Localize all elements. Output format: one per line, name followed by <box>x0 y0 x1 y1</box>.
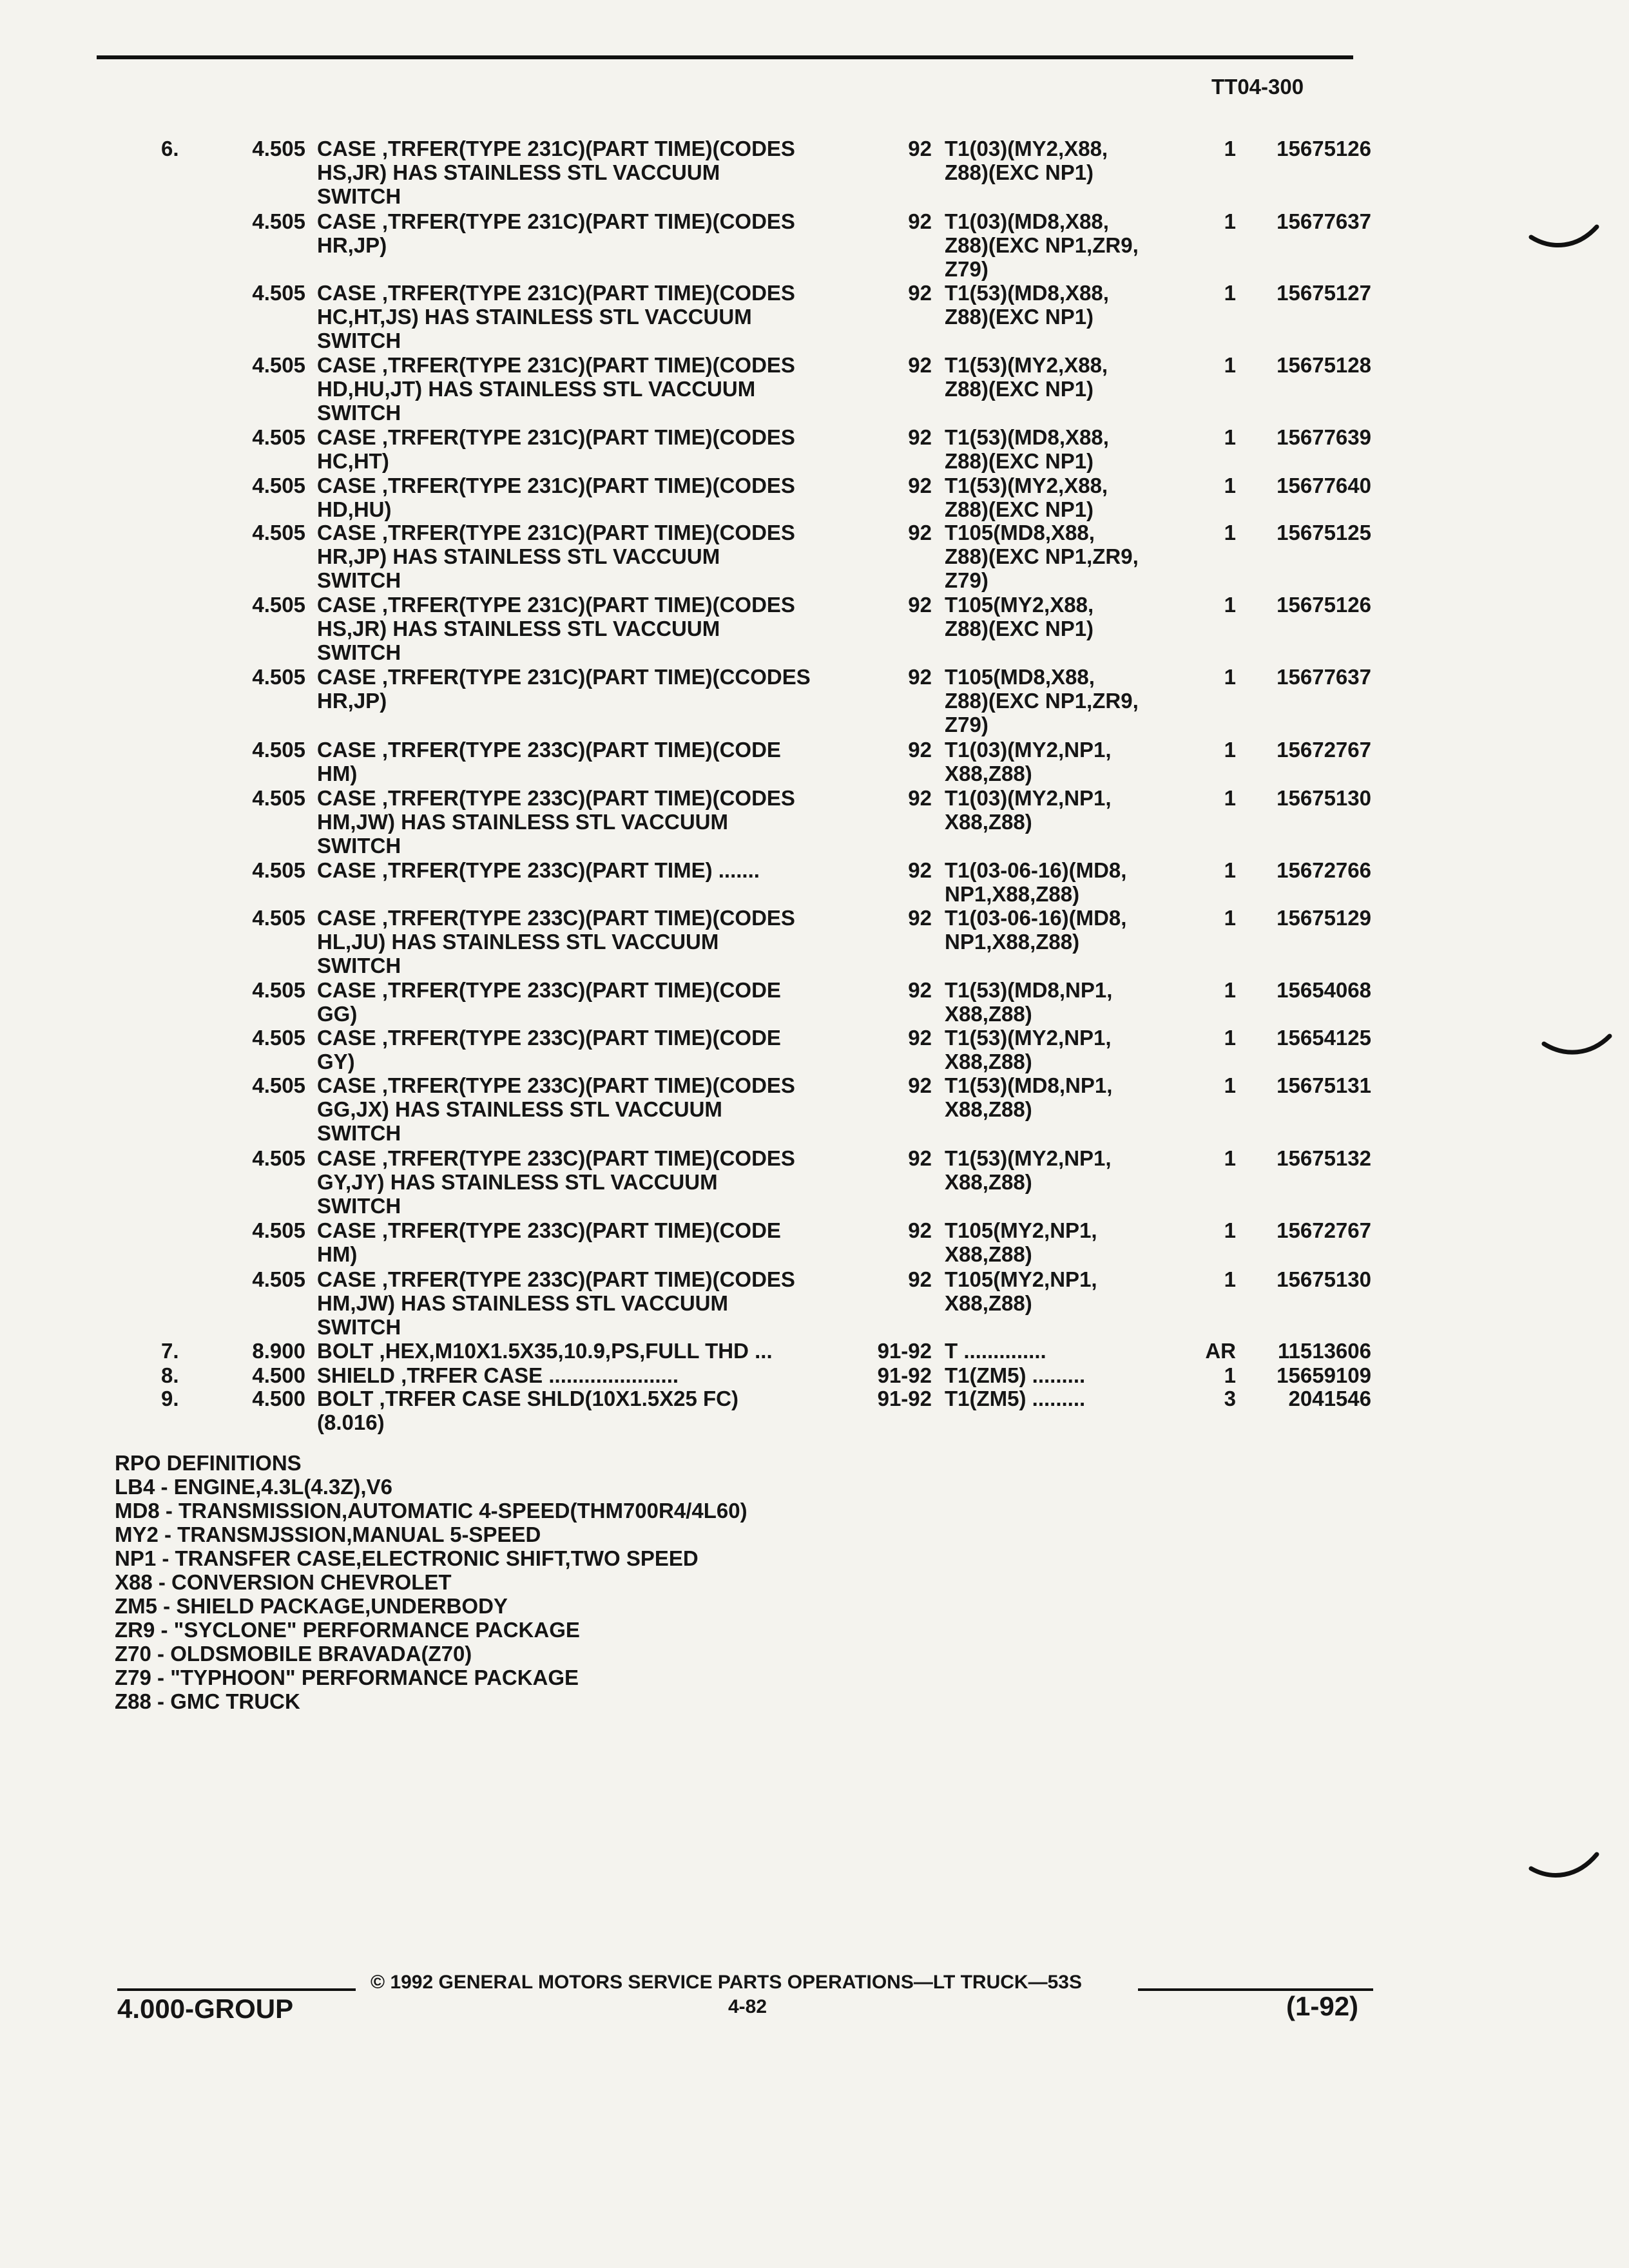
application: T105(MY2,NP1, X88,Z88) <box>945 1267 1097 1315</box>
model-year: 92 <box>908 1146 932 1170</box>
model-year: 92 <box>908 281 932 305</box>
model-year: 91-92 <box>877 1339 932 1363</box>
model-year: 92 <box>908 978 932 1002</box>
footer-group: 4.000-GROUP <box>117 1994 294 2024</box>
part-number: 15675129 <box>1277 906 1371 930</box>
part-description: CASE ,TRFER(TYPE 231C)(PART TIME)(CODES HC,HT,JS) HAS STAINLESS STL VACCUUM SWITCH <box>317 281 795 352</box>
part-description: CASE ,TRFER(TYPE 231C)(PART TIME)(CCODES HR,JP) <box>317 665 811 713</box>
part-description: CASE ,TRFER(TYPE 233C)(PART TIME)(CODES HM,JW) HAS STAINLESS STL VACCUUM SWITCH <box>317 786 795 858</box>
rpo-definitions <box>115 1451 747 1713</box>
model-year: 92 <box>908 1026 932 1050</box>
part-number: 15675125 <box>1277 521 1371 544</box>
part-number: 11513606 <box>1277 1339 1371 1363</box>
application: T105(MY2,NP1, X88,Z88) <box>945 1218 1097 1266</box>
footer-page-number: 4-82 <box>728 1996 767 2017</box>
rpo-line: Z79 - "TYPHOON" PERFORMANCE PACKAGE <box>115 1666 579 1689</box>
model-year: 92 <box>908 209 932 233</box>
rpo-line: MY2 - TRANSMJSSION,MANUAL 5-SPEED <box>115 1523 541 1546</box>
group-number: 4.505 <box>252 858 305 882</box>
model-year: 92 <box>908 665 932 689</box>
quantity: 1 <box>1224 593 1236 617</box>
item-sequence: 6. <box>161 137 179 160</box>
model-year: 91-92 <box>877 1363 932 1387</box>
quantity: 3 <box>1224 1387 1236 1410</box>
part-description: CASE ,TRFER(TYPE 233C)(PART TIME)(CODE GY) <box>317 1026 781 1073</box>
part-number: 15677637 <box>1277 209 1371 233</box>
quantity: 1 <box>1224 978 1236 1002</box>
part-description: CASE ,TRFER(TYPE 233C)(PART TIME)(CODES GY,JY) HAS STAINLESS STL VACCUUM SWITCH <box>317 1146 795 1218</box>
application: T1(03-06-16)(MD8, NP1,X88,Z88) <box>945 858 1127 906</box>
part-number: 15675130 <box>1277 1267 1371 1291</box>
quantity: 1 <box>1224 738 1236 762</box>
part-description: CASE ,TRFER(TYPE 231C)(PART TIME)(CODES HR,JP) <box>317 209 795 257</box>
quantity: 1 <box>1224 474 1236 497</box>
group-number: 4.505 <box>252 738 305 762</box>
part-number: 15675126 <box>1277 593 1371 617</box>
item-sequence: 8. <box>161 1363 179 1387</box>
application: T1(03)(MY2,X88, Z88)(EXC NP1) <box>945 137 1108 184</box>
part-number: 15677639 <box>1277 425 1371 449</box>
model-year: 91-92 <box>877 1387 932 1410</box>
group-number: 4.505 <box>252 209 305 233</box>
group-number: 4.500 <box>252 1363 305 1387</box>
part-description: BOLT ,TRFER CASE SHLD(10X1.5X25 FC) (8.016) <box>317 1387 738 1434</box>
part-description: CASE ,TRFER(TYPE 231C)(PART TIME)(CODES HS,JR) HAS STAINLESS STL VACCUUM SWITCH <box>317 593 795 664</box>
item-sequence: 7. <box>161 1339 179 1363</box>
group-number: 4.505 <box>252 1026 305 1050</box>
application: T1(53)(MD8,X88, Z88)(EXC NP1) <box>945 425 1109 473</box>
quantity: 1 <box>1224 1363 1236 1387</box>
part-description: CASE ,TRFER(TYPE 233C)(PART TIME)(CODES HL,JU) HAS STAINLESS STL VACCUUM SWITCH <box>317 906 795 977</box>
application: T1(53)(MD8,NP1, X88,Z88) <box>945 978 1113 1026</box>
application: T1(ZM5) ......... <box>945 1387 1086 1410</box>
group-number: 4.505 <box>252 1218 305 1242</box>
quantity: 1 <box>1224 1073 1236 1097</box>
rpo-line: MD8 - TRANSMISSION,AUTOMATIC 4-SPEED(THM700R4/4L60) <box>115 1499 747 1523</box>
rpo-line: ZR9 - "SYCLONE" PERFORMANCE PACKAGE <box>115 1618 580 1642</box>
header-rule <box>97 55 1353 59</box>
margin-mark-icon <box>1539 1024 1616 1070</box>
part-number: 15677637 <box>1277 665 1371 689</box>
part-number: 15672766 <box>1277 858 1371 882</box>
part-number: 15654068 <box>1277 978 1371 1002</box>
part-description: CASE ,TRFER(TYPE 231C)(PART TIME)(CODES HD,HU,JT) HAS STAINLESS STL VACCUUM SWITCH <box>317 353 795 425</box>
part-description: CASE ,TRFER(TYPE 231C)(PART TIME)(CODES HR,JP) HAS STAINLESS STL VACCUUM SWITCH <box>317 521 795 592</box>
part-description: CASE ,TRFER(TYPE 233C)(PART TIME)(CODES GG,JX) HAS STAINLESS STL VACCUUM SWITCH <box>317 1073 795 1145</box>
part-number: 15659109 <box>1277 1363 1371 1387</box>
application: T1(53)(MY2,X88, Z88)(EXC NP1) <box>945 353 1108 401</box>
quantity: 1 <box>1224 1218 1236 1242</box>
part-number: 2041546 <box>1288 1387 1371 1410</box>
part-description: CASE ,TRFER(TYPE 233C)(PART TIME)(CODE GG) <box>317 978 781 1026</box>
application: T1(53)(MY2,NP1, X88,Z88) <box>945 1146 1112 1194</box>
model-year: 92 <box>908 1218 932 1242</box>
rpo-line: Z88 - GMC TRUCK <box>115 1689 300 1713</box>
rpo-line: LB4 - ENGINE,4.3L(4.3Z),V6 <box>115 1475 392 1499</box>
model-year: 92 <box>908 1073 932 1097</box>
group-number: 4.505 <box>252 906 305 930</box>
model-year: 92 <box>908 425 932 449</box>
part-number: 15675132 <box>1277 1146 1371 1170</box>
application: T105(MY2,X88, Z88)(EXC NP1) <box>945 593 1094 640</box>
part-description: CASE ,TRFER(TYPE 231C)(PART TIME)(CODES HS,JR) HAS STAINLESS STL VACCUUM SWITCH <box>317 137 795 208</box>
model-year: 92 <box>908 474 932 497</box>
part-number: 15654125 <box>1277 1026 1371 1050</box>
part-description: CASE ,TRFER(TYPE 233C)(PART TIME)(CODE HM) <box>317 1218 781 1266</box>
quantity: 1 <box>1224 521 1236 544</box>
part-description: CASE ,TRFER(TYPE 233C)(PART TIME) ....... <box>317 858 760 882</box>
application: T1(53)(MD8,NP1, X88,Z88) <box>945 1073 1113 1121</box>
part-number: 15677640 <box>1277 474 1371 497</box>
quantity: 1 <box>1224 1146 1236 1170</box>
model-year: 92 <box>908 593 932 617</box>
application: T1(03)(MY2,NP1, X88,Z88) <box>945 738 1112 785</box>
quantity: 1 <box>1224 1026 1236 1050</box>
quantity: 1 <box>1224 137 1236 160</box>
group-number: 4.505 <box>252 665 305 689</box>
application: T1(ZM5) ......... <box>945 1363 1086 1387</box>
margin-mark-icon <box>1526 213 1603 258</box>
part-description: BOLT ,HEX,M10X1.5X35,10.9,PS,FULL THD ... <box>317 1339 773 1363</box>
model-year: 92 <box>908 1267 932 1291</box>
quantity: 1 <box>1224 281 1236 305</box>
application: T105(MD8,X88, Z88)(EXC NP1,ZR9, Z79) <box>945 665 1139 736</box>
part-number: 15675127 <box>1277 281 1371 305</box>
quantity: 1 <box>1224 1267 1236 1291</box>
model-year: 92 <box>908 786 932 810</box>
model-year: 92 <box>908 858 932 882</box>
part-number: 15672767 <box>1277 1218 1371 1242</box>
application: T105(MD8,X88, Z88)(EXC NP1,ZR9, Z79) <box>945 521 1139 592</box>
quantity: 1 <box>1224 425 1236 449</box>
margin-mark-icon <box>1526 1843 1603 1888</box>
group-number: 4.505 <box>252 1073 305 1097</box>
rpo-title: RPO DEFINITIONS <box>115 1451 302 1475</box>
page-reference: TT04-300 <box>1211 75 1304 99</box>
quantity: 1 <box>1224 209 1236 233</box>
model-year: 92 <box>908 521 932 544</box>
application: T1(53)(MY2,NP1, X88,Z88) <box>945 1026 1112 1073</box>
part-number: 15675126 <box>1277 137 1371 160</box>
group-number: 4.500 <box>252 1387 305 1410</box>
footer-rule-left <box>117 1988 356 1991</box>
group-number: 4.505 <box>252 137 305 160</box>
part-description: CASE ,TRFER(TYPE 233C)(PART TIME)(CODE HM) <box>317 738 781 785</box>
group-number: 4.505 <box>252 593 305 617</box>
group-number: 4.505 <box>252 474 305 497</box>
application: T1(03)(MD8,X88, Z88)(EXC NP1,ZR9, Z79) <box>945 209 1139 281</box>
group-number: 4.505 <box>252 786 305 810</box>
group-number: 4.505 <box>252 425 305 449</box>
group-number: 4.505 <box>252 281 305 305</box>
rpo-line: X88 - CONVERSION CHEVROLET <box>115 1570 452 1594</box>
group-number: 4.505 <box>252 521 305 544</box>
part-number: 15672767 <box>1277 738 1371 762</box>
rpo-line: ZM5 - SHIELD PACKAGE,UNDERBODY <box>115 1594 508 1618</box>
group-number: 8.900 <box>252 1339 305 1363</box>
rpo-line: Z70 - OLDSMOBILE BRAVADA(Z70) <box>115 1642 472 1666</box>
quantity: 1 <box>1224 353 1236 377</box>
part-number: 15675130 <box>1277 786 1371 810</box>
part-description: CASE ,TRFER(TYPE 231C)(PART TIME)(CODES HC,HT) <box>317 425 795 473</box>
group-number: 4.505 <box>252 1267 305 1291</box>
model-year: 92 <box>908 906 932 930</box>
group-number: 4.505 <box>252 978 305 1002</box>
group-number: 4.505 <box>252 353 305 377</box>
part-description: CASE ,TRFER(TYPE 231C)(PART TIME)(CODES HD,HU) <box>317 474 795 521</box>
quantity: AR <box>1205 1339 1236 1363</box>
application: T1(03)(MY2,NP1, X88,Z88) <box>945 786 1112 834</box>
part-description: SHIELD ,TRFER CASE ...................... <box>317 1363 679 1387</box>
group-number: 4.505 <box>252 1146 305 1170</box>
item-sequence: 9. <box>161 1387 179 1410</box>
model-year: 92 <box>908 137 932 160</box>
model-year: 92 <box>908 353 932 377</box>
model-year: 92 <box>908 738 932 762</box>
footer-copyright: © 1992 GENERAL MOTORS SERVICE PARTS OPERATIONS—LT TRUCK—53S <box>371 1972 1082 1993</box>
application: T .............. <box>945 1339 1046 1363</box>
rpo-line: NP1 - TRANSFER CASE,ELECTRONIC SHIFT,TWO SPEED <box>115 1546 699 1570</box>
application: T1(53)(MD8,X88, Z88)(EXC NP1) <box>945 281 1109 329</box>
part-number: 15675131 <box>1277 1073 1371 1097</box>
part-number: 15675128 <box>1277 353 1371 377</box>
quantity: 1 <box>1224 858 1236 882</box>
application: T1(53)(MY2,X88, Z88)(EXC NP1) <box>945 474 1108 521</box>
quantity: 1 <box>1224 665 1236 689</box>
quantity: 1 <box>1224 786 1236 810</box>
application: T1(03-06-16)(MD8, NP1,X88,Z88) <box>945 906 1127 954</box>
quantity: 1 <box>1224 906 1236 930</box>
part-description: CASE ,TRFER(TYPE 233C)(PART TIME)(CODES HM,JW) HAS STAINLESS STL VACCUUM SWITCH <box>317 1267 795 1339</box>
footer-revision: (1-92) <box>1286 1991 1359 2021</box>
